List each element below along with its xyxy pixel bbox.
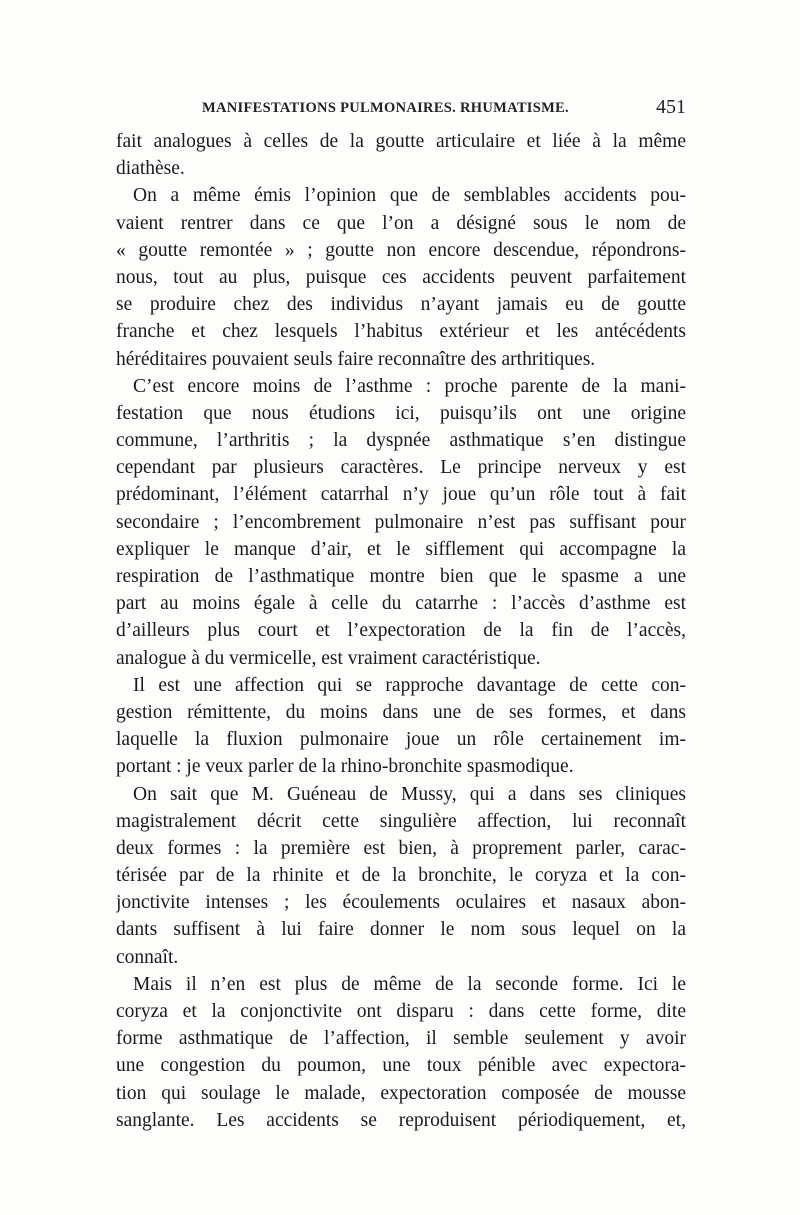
text-line: une congestion du poumon, une toux pénible avec expectora- xyxy=(116,1055,686,1077)
text-line: laquelle la fluxion pulmonaire joue un rôle certainement im- xyxy=(116,729,686,751)
text-line: nous, tout au plus, puisque ces accidents peuvent parfaitement xyxy=(116,266,686,288)
text-line: deux formes : la première est bien, à proprement parler, carac- xyxy=(116,837,686,859)
text-line: festation que nous étudions ici, puisqu’ils ont une origine xyxy=(116,402,686,424)
text-line: « goutte remontée » ; goutte non encore descendue, répondrons- xyxy=(116,239,686,261)
text-line: On a même émis l’opinion que de semblables accidents pou- xyxy=(133,185,686,207)
text-line: dants suffisent à lui faire donner le nom sous lequel on la xyxy=(116,919,686,941)
text-line: héréditaires pouvaient seuls faire reconnaître des arthritiques. xyxy=(116,348,596,370)
text-line: vaient rentrer dans ce que l’on a désigné sous le nom de xyxy=(116,212,686,234)
text-line: térisée par de la rhinite et de la bronchite, le coryza et la con- xyxy=(116,865,686,887)
text-line: fait analogues à celles de la goutte articulaire et liée à la même xyxy=(116,131,686,152)
text-line: portant : je veux parler de la rhino-bronchite spasmodique. xyxy=(116,756,574,778)
body-text xyxy=(116,128,686,1134)
text-line: tion qui soulage le malade, expectoration composée de mousse xyxy=(116,1082,686,1104)
text-line: coryza et la conjonctivite ont disparu : dans cette forme, dite xyxy=(116,1001,686,1022)
text-line: prédominant, l’élément catarrhal n’y joue qu’un rôle tout à fait xyxy=(116,484,686,506)
text-line: respiration de l’asthmatique montre bien que le spasme a une xyxy=(116,566,686,587)
text-line: franche et chez lesquels l’habitus extérieur et les antécédents xyxy=(116,321,686,343)
text-line: forme asthmatique de l’affection, il semble seulement y avoir xyxy=(116,1028,686,1050)
text-line: magistralement décrit cette singulière affection, lui reconnaît xyxy=(116,810,686,832)
text-line: jonctivite intenses ; les écoulements oculaires et nasaux abon- xyxy=(116,892,686,914)
text-line: expliquer le manque d’air, et le sifflement qui accompagne la xyxy=(116,538,686,560)
running-header xyxy=(116,96,686,122)
text-line: analogue à du vermicelle, est vraiment caractéristique. xyxy=(116,647,541,669)
text-line: gestion rémittente, du moins dans une de ses formes, et dans xyxy=(116,701,686,723)
text-line: C’est encore moins de l’asthme : proche parente de la mani- xyxy=(133,375,686,397)
text-line: part au moins égale à celle du catarrhe : l’accès d’asthme est xyxy=(116,593,686,615)
text-line: cependant par plusieurs caractères. Le principe nerveux y est xyxy=(116,457,686,479)
text-line: se produire chez des individus n’ayant jamais eu de goutte xyxy=(116,294,686,316)
running-title: MANIFESTATIONS PULMONAIRES. RHUMATISME. xyxy=(202,100,569,116)
text-line: diathèse. xyxy=(116,158,185,180)
text-line: commune, l’arthritis ; la dyspnée asthmatique s’en distingue xyxy=(116,430,686,452)
page-number: 451 xyxy=(656,96,686,118)
text-line: sanglante. Les accidents se reproduisent périodiquement, et, xyxy=(116,1109,686,1131)
text-line: On sait que M. Guéneau de Mussy, qui a dans ses cliniques xyxy=(133,783,686,805)
text-line: Il est une affection qui se rapproche davantage de cette con- xyxy=(133,674,686,696)
text-line: connaît. xyxy=(116,946,179,968)
text-line: d’ailleurs plus court et l’expectoration de la fin de l’accès, xyxy=(116,620,686,642)
text-line: secondaire ; l’encombrement pulmonaire n’est pas suffisant pour xyxy=(116,511,686,533)
text-line: Mais il n’en est plus de même de la seconde forme. Ici le xyxy=(133,973,686,995)
